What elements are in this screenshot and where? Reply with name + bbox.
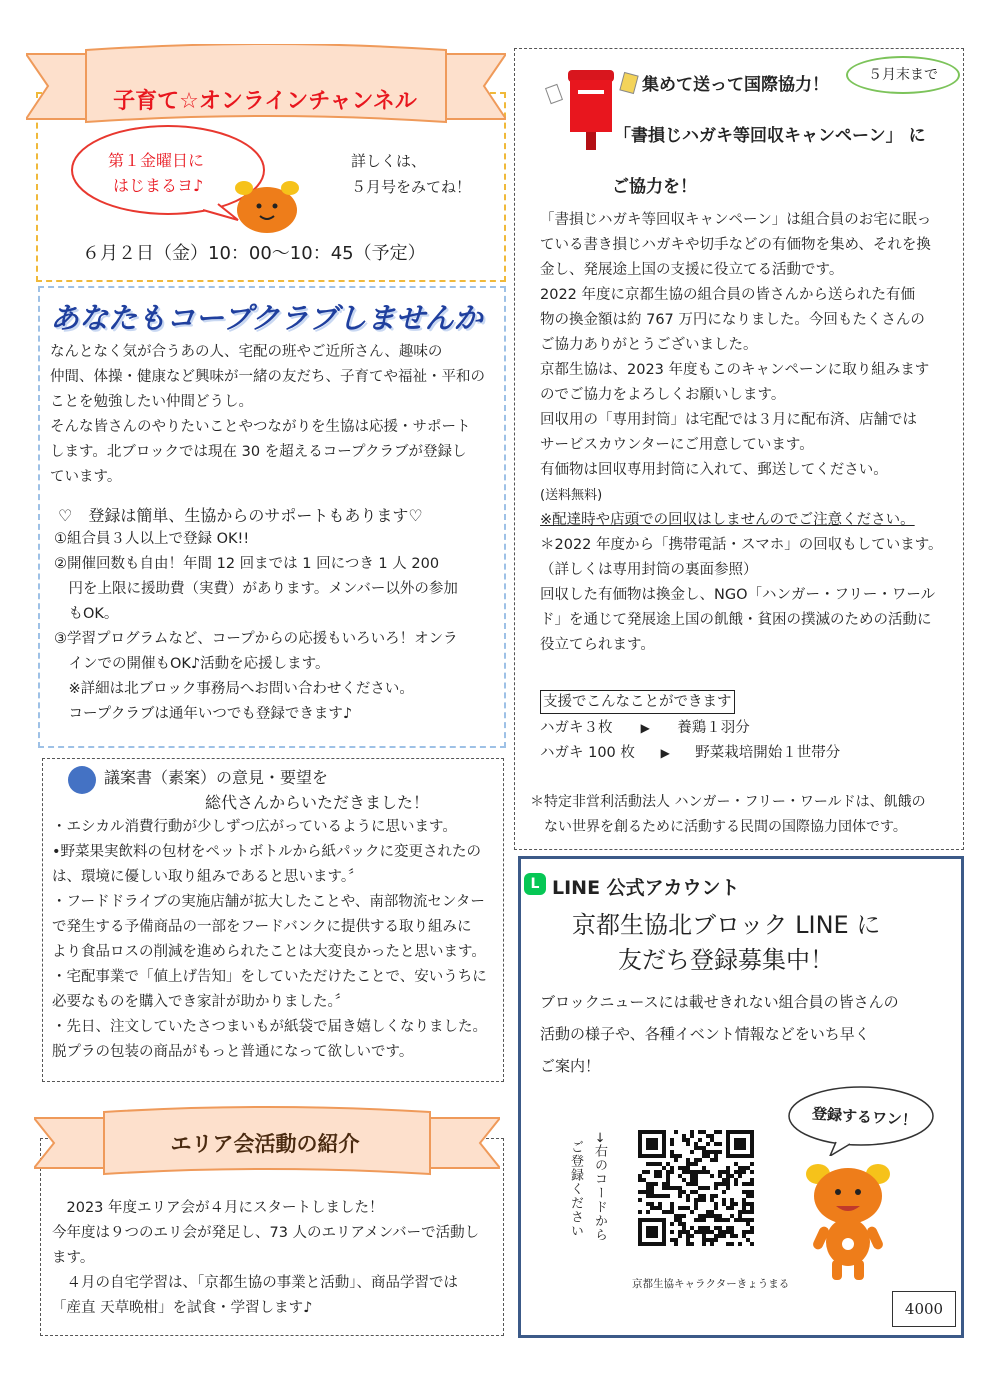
line-logo-letter: L [530, 876, 540, 892]
support-row [540, 716, 750, 741]
line-desc [540, 986, 899, 1082]
campaign-line: サービスカウンターにご用意しています。 [540, 437, 814, 453]
area-line: 2023 年度エリア会が４月にスタートしました！ [52, 1200, 384, 1216]
campaign-line-2: ＊2022 年度から「携帯電話・スマホ」の回収もしています。 [540, 537, 943, 553]
point-line: ①組合員３人以上で登録 OK!! [54, 531, 250, 547]
campaign-line: 2022 年度に京都生協の組合員の皆さんから送られた有価 [540, 287, 916, 303]
bubble-line-2: はじまるヨ♪ [113, 176, 204, 195]
opinions-title-2: 総代さんからいただきました！ [205, 793, 430, 812]
mascot-kyomaru-icon [800, 1156, 896, 1284]
point-line: ②開催回数も自由！年間 12 回までは 1 回につき 1 人 200 [54, 556, 440, 572]
intro-line: ています。 [50, 469, 122, 485]
intro-line: なんとなく気が合うあの人、宅配の班やご近所さん、趣味の [50, 344, 443, 360]
campaign-line: 物の換金額は約 767 万円になりました。今回もたくさんの [540, 312, 925, 328]
qr-code[interactable] [638, 1126, 754, 1250]
line-account-label: LINE 公式アカウント [552, 877, 740, 899]
line-title-1: 京都生協北ブロック LINE に [572, 911, 881, 939]
line-desc-line: ブロックニュースには載せきれない組合員の皆さんの [540, 993, 899, 1011]
intro-line: します。北ブロックでは現在 30 を超えるコープクラブが登録し [50, 444, 467, 460]
mascot-icon [232, 176, 302, 234]
coop-club-intro [50, 340, 485, 490]
opinions-list [52, 815, 487, 1065]
line-desc-line: ご案内！ [540, 1057, 601, 1075]
campaign-line-2: 回収した有価物は換金し、NGO「ハンガー・フリー・ワール [540, 587, 936, 603]
deadline-label: ５月末まで [868, 67, 938, 83]
point-line: 円を上限に援助費（実費）があります。メンバー以外の参加 [54, 581, 458, 597]
line-logo-icon [524, 873, 546, 895]
line-desc-line: 活動の様子や、各種イベント情報などをいち早く [540, 1025, 870, 1043]
campaign-head-1: 集めて送って国際協力！ [642, 75, 829, 95]
campaign-line: 有価物は回収専用封筒に入れて、郵送してください。 [540, 462, 888, 478]
opinion-line: は、環境に優しい取り組みであると思います。〞 [52, 869, 363, 885]
character-caption: 京都生協キャラクターきょうまる [632, 1278, 790, 1290]
intro-line: ことを勉強したい仲間どうし。 [50, 394, 253, 410]
opinion-line: ・宅配事業で「値上げ告知」をしていただけたことで、安いうちに [52, 969, 487, 985]
page-code: 4000 [904, 1300, 944, 1318]
area-line: ４月の自宅学習は、「京都生協の事業と活動」、商品学習では [52, 1275, 458, 1291]
vertical-instruction-2: ご登録ください [568, 1140, 583, 1238]
opinion-line: •野菜果実飲料の包材をペットボトルから紙パックに変更されたの [52, 844, 482, 860]
opinion-line: 必要なものを購入でき家計が助かりました。〞 [52, 994, 350, 1010]
campaign-line-2: ド」を通じて発展途上国の飢餓・貧困の撲滅のための活動に [540, 612, 932, 628]
coop-club-heading: ♡ 登録は簡単、生協からのサポートもあります♡ [58, 506, 423, 525]
support-left: ハガキ 100 枚 [540, 745, 635, 761]
coop-club-title: あなたもコープクラブしませんか [50, 301, 483, 335]
campaign-line: 回収用の「専用封筒」は宅配では３月に配布済、店舗では [540, 412, 917, 428]
campaign-footnote [530, 790, 926, 840]
collection-notice: ※配達時や店頭での回収はしませんのでご注意ください。 [540, 512, 915, 528]
campaign-line: ご協力ありがとうございました。 [540, 337, 758, 353]
area-text [52, 1196, 479, 1321]
opinion-line: ・先日、注文していたさつまいもが紙袋で届き嬉しくなりました。 [52, 1019, 487, 1035]
intro-line: そんな皆さんのやりたいことやつながりを生協は応援・サポート [50, 419, 471, 435]
campaign-line: 金し、発展途上国の支援に役立てる活動です。 [540, 262, 844, 278]
campaign-line-2: （詳しくは専用封筒の裏面参照） [540, 562, 758, 578]
blue-circle-icon [68, 766, 96, 794]
event-date: ６月２日（金）10：00〜10：45（予定） [82, 243, 426, 264]
detail-line-2: ５月号をみてね！ [351, 178, 472, 196]
support-right: 野菜栽培開始１世帯分 [695, 745, 841, 761]
deadline-badge [846, 56, 960, 94]
point-line: ③学習プログラムなど、コープからの応援もいろいろ！オンラ [54, 631, 458, 647]
opinion-line: ・エシカル消費行動が少しずつ広がっているように思います。 [52, 819, 457, 835]
bubble-line-1: 第１金曜日に [108, 151, 205, 170]
campaign-line: 京都生協は、2023 年度もこのキャンペーンに取り組みます [540, 362, 930, 378]
area-title: エリア会活動の紹介 [170, 1132, 360, 1156]
detail-line-1: 詳しくは、 [351, 152, 427, 170]
arrow-icon: ▶ [640, 721, 650, 735]
footnote-line: ない世界を創るために活動する民間の国際協力団体です。 [530, 819, 907, 835]
campaign-line-2: 役立てられます。 [540, 637, 655, 653]
campaign-line: ている書き損じハガキや切手などの有価物を集め、それを換 [540, 237, 931, 253]
point-line: ※詳細は北ブロック事務局へお問い合わせください。 [54, 681, 414, 697]
support-row [540, 741, 840, 766]
point-line: コープクラブは通年いつでも登録できます♪ [54, 706, 353, 722]
campaign-line: 「書損じハガキ等回収キャンペーン」は組合員のお宅に眠っ [540, 212, 932, 228]
coop-club-points [54, 527, 458, 727]
area-line: ます。 [52, 1250, 95, 1266]
support-label: 支援でこんなことができます [540, 690, 735, 714]
opinion-line: で発生する予備商品の一部をフードバンクに提供する取り組みに [52, 919, 472, 935]
point-line: インでの開催もOK♪活動を応援します。 [54, 656, 330, 672]
support-left: ハガキ３枚 [540, 720, 613, 736]
footnote-line: ＊特定非営利活動法人 ハンガー・フリー・ワールドは、飢餓の [530, 794, 926, 810]
support-right: 養鶏１羽分 [677, 720, 750, 736]
intro-line: 仲間、体操・健康など興味が一緒の友だち、子育てや福祉・平和の [50, 369, 485, 385]
campaign-text [540, 208, 943, 658]
opinion-line: より食品ロスの削減を進められたことは大変良かったと思います。 [52, 944, 486, 960]
campaign-head-2: 「書損じハガキ等回収キャンペーン」 に [614, 126, 926, 146]
campaign-head-3: ご協力を！ [612, 177, 697, 197]
arrow-icon: ▶ [660, 746, 670, 760]
kosodate-title: 子育て☆オンラインチャンネル [113, 89, 417, 114]
opinion-line: ・フードドライブの実施店舗が拡大したことや、南部物流センター [52, 894, 485, 910]
opinions-title-1: 議案書（素案）の意見・要望を [104, 768, 329, 787]
opinion-line: 脱プラの包装の商品がもっと普通になって欲しいです。 [52, 1044, 414, 1060]
line-title-2: 友だち登録募集中！ [618, 946, 834, 974]
area-line: 今年度は９つのエリ会が発足し、73 人のエリアメンバーで活動し [52, 1225, 480, 1241]
point-line: もOK。 [54, 606, 119, 622]
campaign-line: のでご協力をよろしくお願いします。 [540, 387, 786, 403]
register-bubble-text: 登録するワン！ [811, 1104, 918, 1130]
page-code-box [892, 1291, 956, 1327]
area-line: 「産直 天草晩柑」を試食・学習します♪ [52, 1300, 313, 1316]
postage-note: (送料無料) [540, 488, 603, 503]
vertical-instruction-1: →右のコードから [592, 1132, 607, 1242]
